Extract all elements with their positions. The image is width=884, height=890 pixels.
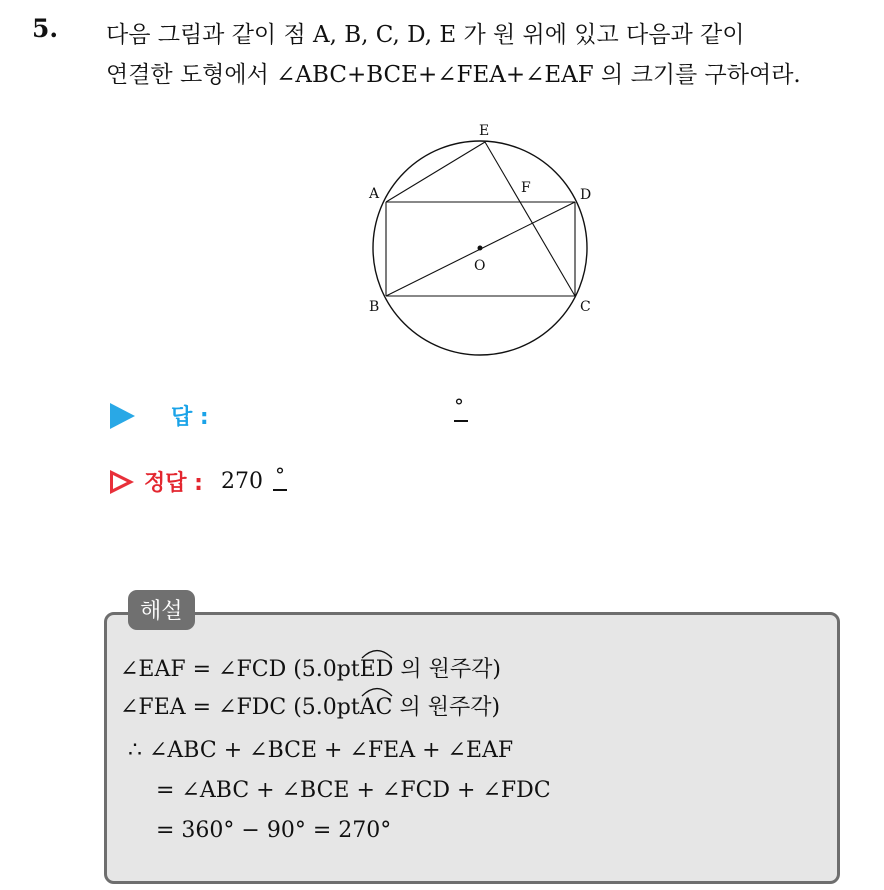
center-point-O — [478, 246, 483, 251]
answer-blank[interactable] — [454, 396, 468, 422]
degree-unit: ° — [454, 394, 464, 418]
circle-figure — [350, 118, 610, 363]
label-F: F — [521, 180, 531, 196]
question-text-line1: 다음 그림과 같이 점 A, B, C, D, E 가 원 위에 있고 다음과 같이 — [106, 22, 745, 48]
segment-EC — [485, 142, 575, 296]
label-B: B — [369, 299, 380, 315]
correct-degree-unit: ° — [273, 465, 287, 491]
question-text-line2: 연결한 도형에서 ∠ABC+BCE+∠FEA+∠EAF 의 크기를 구하여라. — [106, 62, 801, 88]
label-E: E — [479, 123, 490, 139]
answer-label: 답 : — [171, 405, 209, 430]
label-C: C — [580, 299, 591, 315]
outline-arrow-icon — [110, 470, 134, 494]
correct-label: 정답 : — [144, 471, 203, 496]
correct-answer-row — [110, 462, 287, 497]
solution-line-4: = ∠ABC + ∠BCE + ∠FCD + ∠FDC — [156, 778, 551, 803]
label-A: A — [369, 186, 380, 202]
solution-line-1: ∠EAF = ∠FCD (5.0pt ED 의 원주각) — [120, 652, 501, 683]
label-O: O — [474, 258, 486, 274]
solution-line-5: = 360° − 90° = 270° — [156, 818, 392, 843]
label-D: D — [580, 187, 592, 203]
question-number: 5. — [32, 14, 59, 43]
solution-line-3: ∴ ∠ABC + ∠BCE + ∠FEA + ∠EAF — [128, 738, 514, 763]
arc-ED: ED — [360, 657, 394, 682]
solution-line-2: ∠FEA = ∠FDC (5.0pt AC 의 원주각) — [120, 690, 500, 721]
play-arrow-icon — [110, 403, 135, 429]
answer-row — [110, 394, 464, 431]
solution-tag: 해설 — [128, 590, 195, 630]
correct-value: 270 — [220, 469, 263, 494]
arc-AC: AC — [360, 695, 393, 720]
